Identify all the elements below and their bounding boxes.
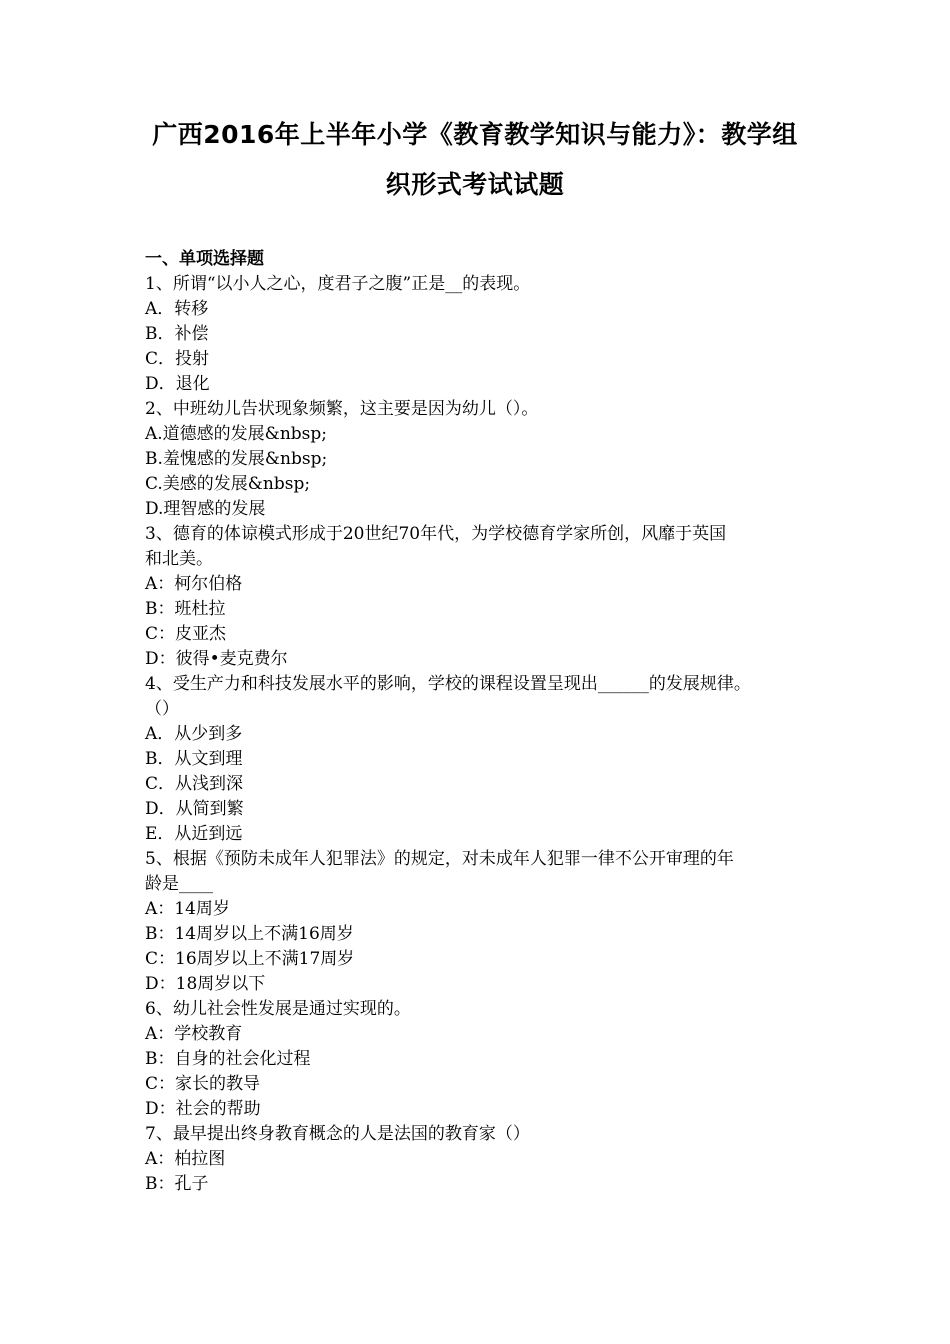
text-line: （）: [145, 699, 179, 719]
text-line: D.理智感的发展: [145, 499, 266, 519]
section-heading: 一、单项选择题: [145, 249, 264, 269]
text-line: D．从简到繁: [145, 799, 244, 819]
text-line: A：学校教育: [145, 1024, 243, 1044]
text-line: C．投射: [145, 349, 210, 369]
document-title-line-2: 织形式考试试题: [385, 170, 565, 199]
text-line: A．转移: [145, 299, 209, 319]
text-line: A．从少到多: [145, 724, 243, 744]
text-line: 1、所谓“以小人之心，度君子之腹”正是__的表现。: [145, 274, 531, 294]
text-line: 6、幼儿社会性发展是通过实现的。: [145, 999, 411, 1019]
text-line: 龄是____: [145, 874, 213, 894]
text-line: B.羞愧感的发展&nbsp;: [145, 449, 328, 469]
text-line: A：14周岁: [145, 899, 230, 919]
text-line: B：班杜拉: [145, 599, 226, 619]
text-line: 4、受生产力和科技发展水平的影响，学校的课程设置呈现出______的发展规律。: [145, 674, 751, 694]
text-line: B：自身的社会化过程: [145, 1049, 311, 1069]
document-title-line-1: 广西2016年上半年小学《教育教学知识与能力》：教学组: [152, 120, 798, 149]
text-line: 5、根据《预防未成年人犯罪法》的规定，对未成年人犯罪一律不公开审理的年: [145, 849, 734, 869]
text-line: C：皮亚杰: [145, 624, 227, 644]
text-line: C．从浅到深: [145, 774, 244, 794]
text-line: A：柏拉图: [145, 1149, 226, 1169]
text-line: C：家长的教导: [145, 1074, 261, 1094]
text-line: D：社会的帮助: [145, 1099, 261, 1119]
text-line: B．从文到理: [145, 749, 243, 769]
text-line: B：14周岁以上不满16周岁: [145, 924, 354, 944]
text-line: 3、德育的体谅模式形成于20世纪70年代，为学校德育学家所创，风靡于英国: [145, 524, 727, 544]
text-line: D：彼得•麦克费尔: [145, 649, 288, 669]
text-line: B．补偿: [145, 324, 209, 344]
text-line: B：孔子: [145, 1174, 209, 1194]
text-line: 2、中班幼儿告状现象频繁，这主要是因为幼儿（）。: [145, 399, 539, 419]
question-list: [145, 272, 810, 1197]
text-line: C：16周岁以上不满17周岁: [145, 949, 355, 969]
text-line: 和北美。: [145, 549, 213, 569]
text-line: E．从近到远: [145, 824, 243, 844]
text-line: C.美感的发展&nbsp;: [145, 474, 311, 494]
text-line: A.道德感的发展&nbsp;: [145, 424, 327, 444]
text-line: 7、最早提出终身教育概念的人是法国的教育家（）: [145, 1124, 530, 1144]
text-line: D：18周岁以下: [145, 974, 266, 994]
text-line: A：柯尔伯格: [145, 574, 243, 594]
text-line: D．退化: [145, 374, 210, 394]
